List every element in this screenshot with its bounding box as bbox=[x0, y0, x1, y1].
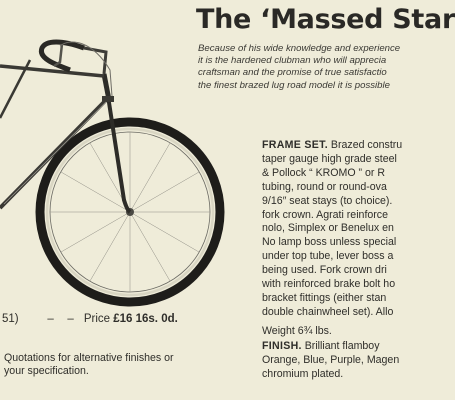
frame-set-line: tubing, round or round-ova bbox=[262, 180, 387, 193]
frame-set-line: bracket fittings (either stan bbox=[262, 291, 387, 304]
gear-cable bbox=[4, 102, 106, 204]
leader-dash: – bbox=[47, 313, 54, 325]
quotation-note bbox=[4, 352, 234, 379]
intro-paragraph bbox=[198, 43, 408, 92]
frame-weight: Weight 6¾ lbs. bbox=[262, 324, 332, 337]
catalogue-headline: The ‘Massed Star bbox=[196, 4, 455, 35]
intro-line: craftsman and the promise of true satisfactio bbox=[198, 67, 387, 79]
front-fork bbox=[108, 96, 130, 212]
price-label: Price bbox=[83, 313, 111, 325]
frame-set-spec bbox=[262, 139, 412, 339]
frame-set-line: being used. Fork crown dri bbox=[262, 264, 387, 277]
note-line: your specification. bbox=[4, 365, 89, 378]
frame-set-line: 9/16″ seat stays (to choice). bbox=[262, 194, 393, 207]
finish-line: chromium plated. bbox=[262, 367, 344, 380]
frame-set-heading: FRAME SET. bbox=[262, 139, 328, 151]
model-reference: 51) bbox=[2, 313, 19, 325]
frame-set-text: Brazed constru bbox=[327, 139, 403, 151]
price-amount: £16 16s. 0d. bbox=[113, 313, 178, 325]
leader-dash: – bbox=[67, 313, 74, 325]
frame-set-line: & Pollock “ KROMO ” or R bbox=[262, 166, 386, 179]
finish-text: Brilliant flamboy bbox=[301, 340, 380, 352]
finish-heading: FINISH. bbox=[262, 340, 302, 352]
price-line bbox=[2, 313, 178, 325]
finish-line bbox=[262, 340, 412, 354]
frame-set-line: under top tube, lever boss a bbox=[262, 250, 394, 263]
intro-line: it is the hardened clubman who will apprecia bbox=[198, 55, 387, 67]
intro-line: the finest brazed lug road model it is possible bbox=[198, 79, 390, 91]
top-tube bbox=[0, 66, 104, 76]
frame-set-line: No lamp boss unless special bbox=[262, 236, 397, 249]
frame-set-line: fork crown. Agrati reinforce bbox=[262, 208, 388, 221]
frame-set-line: nolo, Simplex or Benelux en bbox=[262, 222, 394, 235]
frame-set-line: with reinforced brake bolt ho bbox=[262, 278, 396, 291]
finish-spec bbox=[262, 340, 412, 382]
finish-line: Orange, Blue, Purple, Magen bbox=[262, 353, 400, 366]
frame-set-line: double chainwheel set). Allo bbox=[262, 305, 394, 318]
note-line: Quotations for alternative finishes or bbox=[4, 352, 174, 364]
intro-line: Because of his wide knowledge and experience bbox=[198, 43, 401, 54]
frame-set-line bbox=[262, 139, 412, 153]
frame-set-line: taper gauge high grade steel bbox=[262, 152, 397, 165]
